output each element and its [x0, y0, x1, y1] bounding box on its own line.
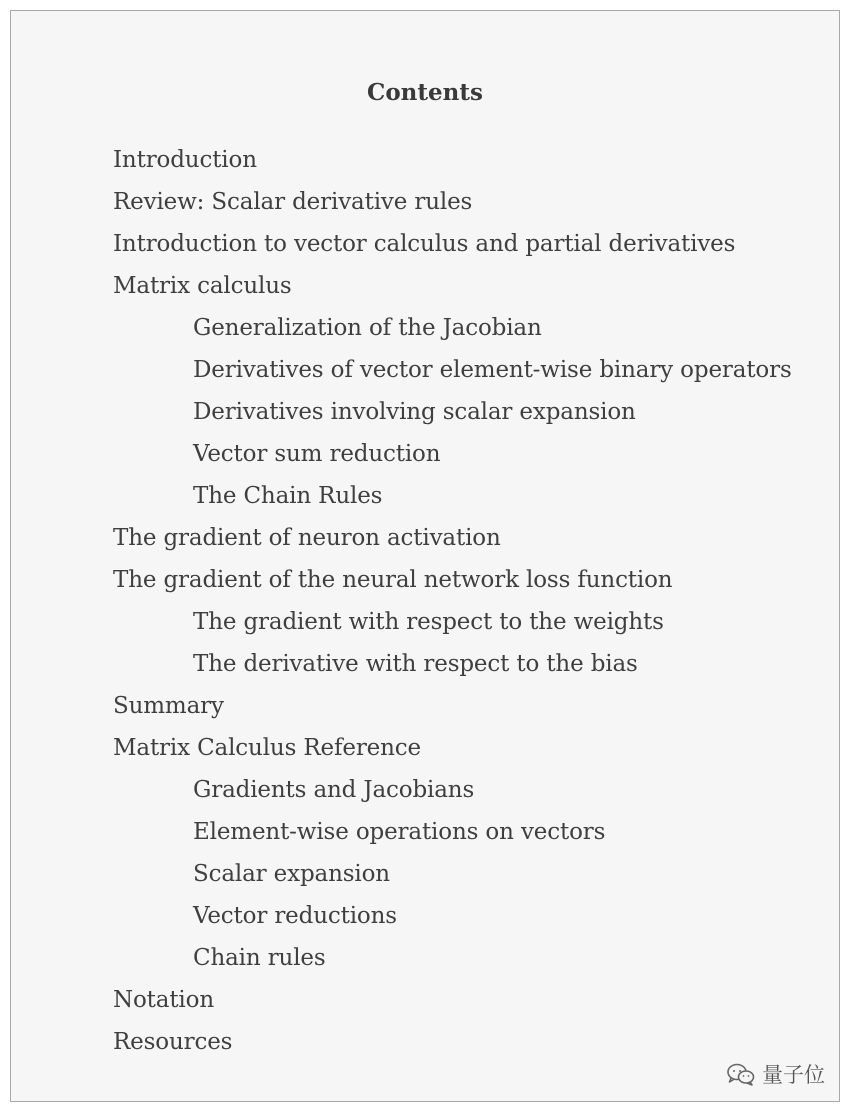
- toc-subitem[interactable]: The gradient with respect to the weights: [193, 609, 664, 635]
- watermark-text: 量子位: [762, 1063, 825, 1087]
- toc-item[interactable]: The gradient of the neural network loss function: [113, 567, 673, 593]
- toc-item[interactable]: Matrix Calculus Reference: [113, 735, 421, 761]
- toc-item[interactable]: Notation: [113, 987, 214, 1013]
- toc-subitem[interactable]: Vector reductions: [193, 903, 397, 929]
- wechat-icon: [726, 1062, 756, 1086]
- toc-subitem[interactable]: Derivatives of vector element-wise binary operators: [193, 357, 792, 383]
- toc-item[interactable]: Review: Scalar derivative rules: [113, 189, 473, 215]
- toc-subitem[interactable]: Gradients and Jacobians: [193, 777, 475, 803]
- document-frame: [10, 10, 840, 1102]
- toc-subitem[interactable]: The derivative with respect to the bias: [193, 651, 638, 677]
- toc-item[interactable]: Introduction: [113, 147, 257, 173]
- toc-item[interactable]: Resources: [113, 1029, 233, 1055]
- page-title: Contents: [367, 79, 483, 106]
- toc-item[interactable]: Introduction to vector calculus and partial derivatives: [113, 231, 736, 257]
- toc-subitem[interactable]: Chain rules: [193, 945, 326, 971]
- toc-subitem[interactable]: Generalization of the Jacobian: [193, 315, 542, 341]
- toc-item[interactable]: The gradient of neuron activation: [113, 525, 501, 551]
- toc-subitem[interactable]: The Chain Rules: [193, 483, 383, 509]
- table-of-contents: [113, 139, 792, 1063]
- toc-subitem[interactable]: Element-wise operations on vectors: [193, 819, 606, 845]
- toc-subitem[interactable]: Scalar expansion: [193, 861, 390, 887]
- toc-subitem[interactable]: Derivatives involving scalar expansion: [193, 399, 636, 425]
- toc-item[interactable]: Matrix calculus: [113, 273, 292, 299]
- watermark: [726, 1059, 825, 1089]
- toc-item[interactable]: Summary: [113, 693, 224, 719]
- toc-subitem[interactable]: Vector sum reduction: [193, 441, 441, 467]
